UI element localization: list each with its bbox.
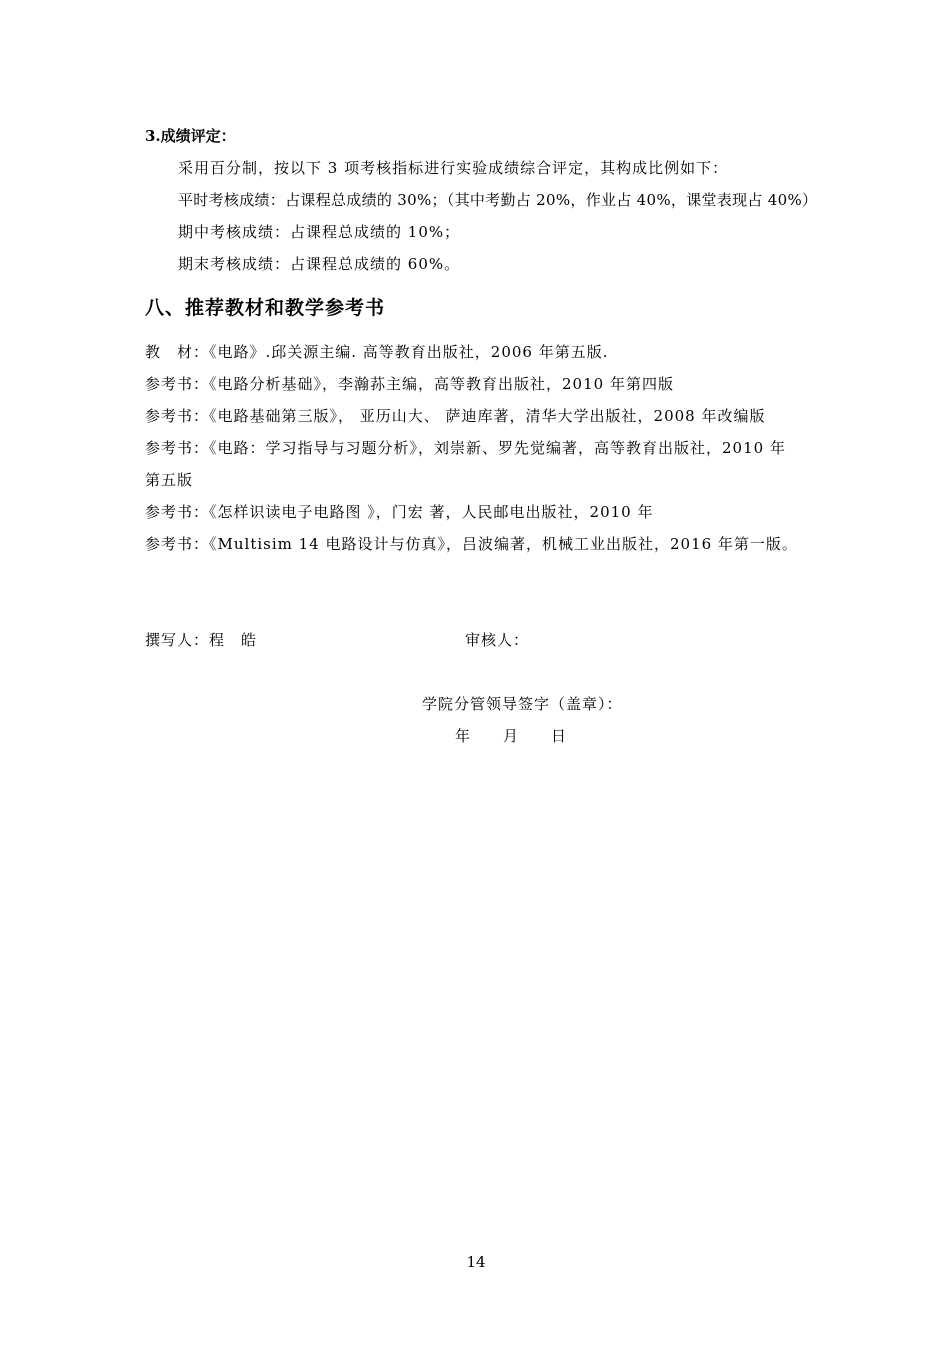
reference-entry: 参考书：《电路分析基础》，李瀚荪主编，高等教育出版社，2010 年第四版 — [145, 375, 674, 393]
reference-entry-continuation: 第五版 — [145, 471, 194, 489]
reviewer-signature: 审核人： — [465, 631, 530, 649]
author-signature: 撰写人：程 皓 — [145, 631, 258, 649]
grading-item-final: 期末考核成绩：占课程总成绩的 60%。 — [178, 255, 461, 273]
signature-date: 年 月 日 — [455, 727, 568, 745]
reference-entry: 参考书：《怎样识读电子电路图 》，门宏 著，人民邮电出版社，2010 年 — [145, 503, 654, 521]
textbook-entry: 教 材：《电路》.邱关源主编. 高等教育出版社，2006 年第五版. — [145, 343, 609, 361]
reference-entry: 参考书：《电路基础第三版》， 亚历山大、 萨迪库著，清华大学出版社，2008 年改编版 — [145, 407, 766, 425]
page-number: 14 — [466, 1253, 486, 1271]
grading-intro: 采用百分制，按以下 3 项考核指标进行实验成绩综合评定，其构成比例如下： — [178, 159, 729, 177]
grading-item-regular: 平时考核成绩：占课程总成绩的 30%；（其中考勤占 20%，作业占 40%，课堂表现占 40%） — [178, 191, 818, 209]
reference-entry: 参考书：《Multisim 14 电路设计与仿真》，吕波编著，机械工业出版社，2016 年第一版。 — [145, 535, 798, 553]
grading-item-midterm: 期中考核成绩：占课程总成绩的 10%； — [178, 223, 461, 241]
grading-heading: 3.成绩评定： — [145, 127, 236, 145]
section-heading-textbooks: 八、推荐教材和教学参考书 — [145, 297, 386, 319]
reference-entry: 参考书：《电路：学习指导与习题分析》，刘崇新、罗先觉编著，高等教育出版社，2010 年 — [145, 439, 786, 457]
dean-signature: 学院分管领导签字（盖章）： — [422, 695, 623, 713]
